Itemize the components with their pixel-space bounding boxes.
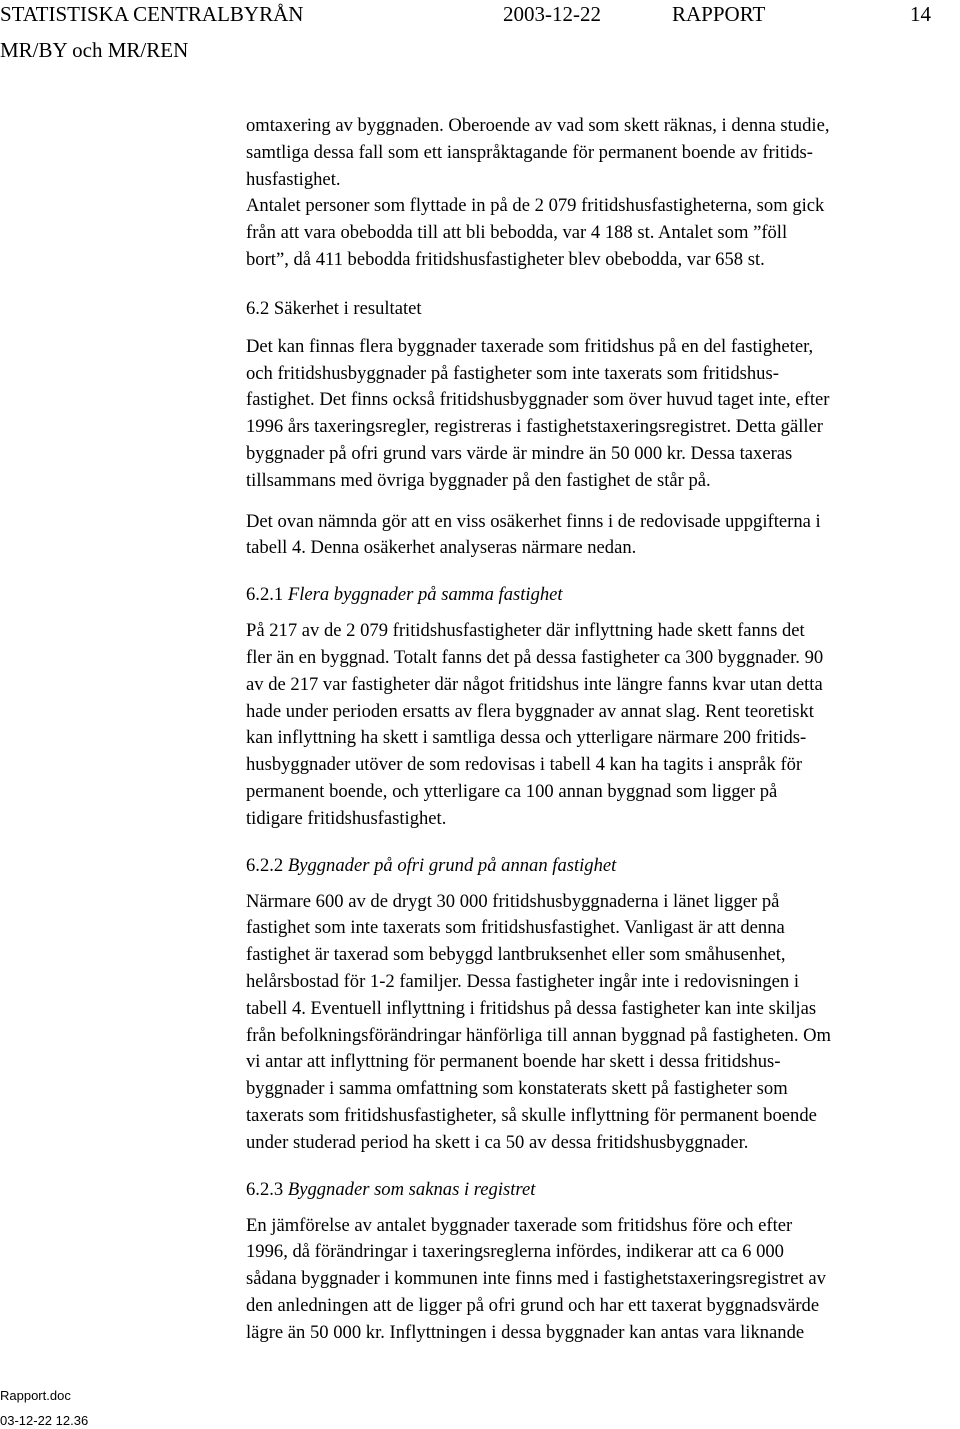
text-line: Det ovan nämnda gör att en viss osäkerhet finns i de redovisade uppgifterna i [246, 510, 821, 532]
paragraph-antalet-personer [246, 193, 958, 273]
text-line: helårsbostad för 1-2 familjer. Dessa fastigheter ingår inte i redovisningen i [246, 970, 800, 992]
header-date: 2003-12-22 [503, 2, 601, 26]
text-line: Det kan finnas flera byggnader taxerade som fritidshus på en del fastigheter, [246, 335, 814, 357]
text-line: husbyggnader utöver de som redovisas i tabell 4 kan ha tagits i anspråk för [246, 754, 803, 776]
text-line: vi antar att inflyttning för permanent boende har skett i dessa fritidshus- [246, 1051, 781, 1073]
text-line: den anledningen att de ligger på ofri grund och har ett taxerat byggnadsvärde [246, 1294, 820, 1316]
section-heading-6-2: 6.2 Säkerhet i resultatet [246, 297, 422, 319]
heading-number: 6.2.3 [246, 1178, 284, 1200]
text-line: permanent boende, och ytterligare ca 100 annan byggnad som ligger på [246, 780, 778, 802]
text-line: 1996 års taxeringsregler, registreras i fastighetstaxeringsregistret. Detta gäller [246, 416, 823, 438]
heading-title: Byggnader på ofri grund på annan fastighet [287, 854, 617, 876]
text-line: tillsammans med övriga byggnader på den fastighet de står på. [246, 469, 711, 491]
header-page-number: 14 [910, 2, 931, 26]
text-line: från att vara obebodda till att bli bebodda, var 4 188 st. Antalet som ”föll [246, 222, 788, 244]
heading-title: Byggnader som saknas i registret [287, 1178, 536, 1200]
text-line: Närmare 600 av de drygt 30 000 fritidshusbyggnaderna i länet ligger på [246, 890, 780, 912]
text-line: byggnader i samma omfattning som konstaterats skett på fastigheter som [246, 1078, 788, 1100]
paragraph-osakerhet [246, 509, 958, 563]
text-line: På 217 av de 2 079 fritidshusfastigheter där inflyttning hade skett fanns det [246, 620, 805, 642]
paragraph-flera-byggnader [246, 334, 958, 495]
document-body [246, 113, 958, 1346]
heading-number: 6.2.1 [246, 584, 284, 606]
header-department: MR/BY och MR/REN [0, 38, 189, 62]
subsection-heading-6-2-1 [246, 582, 958, 608]
footer-timestamp: 03-12-22 12.36 [0, 1413, 89, 1428]
text-line: tabell 4. Eventuell inflyttning i fritidshus på dessa fastigheter kan inte skiljas [246, 997, 817, 1019]
paragraph-narmare-600 [246, 889, 958, 1157]
text-line: En jämförelse av antalet byggnader taxerade som fritidshus före och efter [246, 1214, 793, 1236]
text-line: fastighet. Det finns också fritidshusbyggnader som över huvud taget inte, efter [246, 389, 830, 411]
text-line: hade under perioden ersatts av flera byggnader av annat slag. Rent teoretiskt [246, 700, 814, 722]
footer-filename: Rapport.doc [0, 1388, 71, 1403]
text-line: tabell 4. Denna osäkerhet analyseras närmare nedan. [246, 537, 637, 559]
text-line: under studerad period ha skett i ca 50 av dessa fritidshusbyggnader. [246, 1131, 749, 1153]
text-line: sådana byggnader i kommunen inte finns med i fastighetstaxeringsregistret av [246, 1268, 826, 1290]
text-line: samtliga dessa fall som ett ianspråktagande för permanent boende av fritids- [246, 141, 813, 163]
header-report-type: RAPPORT [672, 2, 766, 26]
text-line: bort”, då 411 bebodda fritidshusfastigheter blev obebodda, var 658 st. [246, 248, 765, 270]
text-line: fastighet är taxerad som bebyggd lantbruksenhet eller som småhusenhet, [246, 944, 786, 966]
header-org: STATISTISKA CENTRALBYRÅN [0, 2, 304, 26]
text-line: fastighet som inte taxerats som fritidshusfastighet. Vanligast är att denna [246, 917, 785, 939]
text-line: taxerats som fritidshusfastigheter, så skulle inflyttning för permanent boende [246, 1104, 817, 1126]
subsection-heading-6-2-3 [246, 1177, 958, 1203]
text-line: tidigare fritidshusfastighet. [246, 807, 447, 829]
text-line: omtaxering av byggnaden. Oberoende av vad som skett räknas, i denna studie, [246, 115, 830, 136]
text-line: 1996, då förändringar i taxeringsreglerna infördes, indikerar att ca 6 000 [246, 1241, 784, 1263]
text-line: och fritidshusbyggnader på fastigheter som inte taxerats som fritidshus- [246, 362, 779, 384]
paragraph-217-fastigheter [246, 618, 958, 832]
text-line: kan inflyttning ha skett i samtliga dessa och ytterligare närmare 200 fritids- [246, 727, 807, 749]
paragraph-omtaxering [246, 113, 958, 193]
text-line: Antalet personer som flyttade in på de 2 079 fritidshusfastigheterna, som gick [246, 195, 825, 217]
text-line: byggnader på ofri grund vars värde är mindre än 50 000 kr. Dessa taxeras [246, 442, 793, 464]
text-line: husfastighet. [246, 168, 341, 190]
heading-title: Flera byggnader på samma fastighet [287, 584, 563, 606]
text-line: av de 217 var fastigheter där något fritidshus inte längre fanns kvar utan detta [246, 673, 823, 695]
subsection-heading-6-2-2 [246, 853, 958, 879]
text-line: fler än en byggnad. Totalt fanns det på dessa fastigheter ca 300 byggnader. 90 [246, 646, 824, 668]
heading-number: 6.2.2 [246, 854, 284, 876]
paragraph-jamforelse [246, 1213, 958, 1347]
text-line: från befolkningsförändringar hänförliga till annan byggnad på fastigheten. Om [246, 1024, 832, 1046]
text-line: lägre än 50 000 kr. Inflyttningen i dessa byggnader kan antas vara liknande [246, 1321, 805, 1343]
